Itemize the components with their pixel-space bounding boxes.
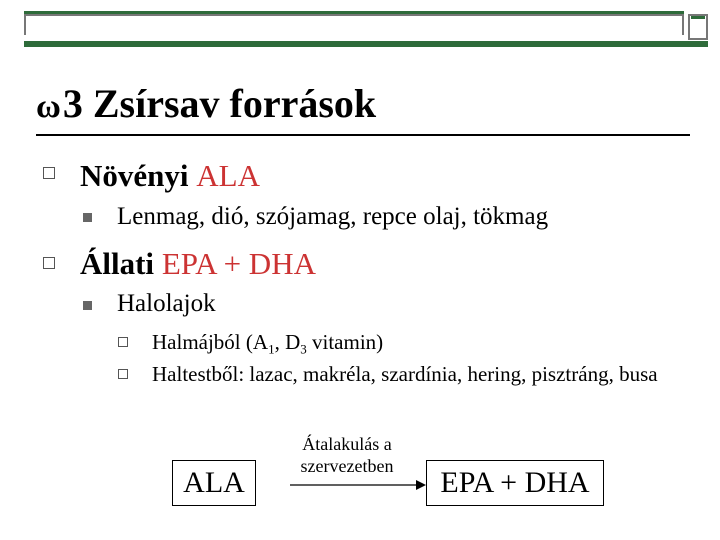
- liver-text-part: , D: [274, 330, 301, 354]
- epa-dha-box: EPA + DHA: [426, 460, 604, 506]
- slide-title: [36, 80, 376, 131]
- top-bar-end-box: [688, 14, 708, 40]
- right-arrow-icon: [290, 478, 426, 492]
- conversion-label: Átalakulás a szervezetben: [300, 434, 394, 476]
- fish-oils-text: Halolajok: [117, 290, 216, 317]
- square-bullet-icon: [43, 167, 55, 179]
- bullet-animal: [80, 246, 316, 282]
- decorative-top-bar: [24, 11, 708, 35]
- fish-body-source-text: Haltestből: lazac, makréla, szardínia, hering, pisztráng, busa: [152, 362, 658, 386]
- liver-text-part: Halmájból (A: [152, 330, 269, 354]
- liver-source-text: [152, 330, 383, 355]
- bullet-plant-label: Növényi: [80, 158, 197, 193]
- bullet-animal-accent: EPA + DHA: [161, 246, 316, 281]
- bullet-animal-label: Állati: [80, 246, 162, 281]
- square-bullet-icon: [43, 257, 55, 269]
- filled-square-bullet-icon: [83, 301, 92, 310]
- bullet-plant: [80, 158, 260, 194]
- liver-text-part: vitamin): [306, 330, 384, 354]
- title-underline: [36, 134, 690, 136]
- small-square-bullet-icon: [118, 369, 128, 379]
- sources-plant-text: Lenmag, dió, szójamag, repce olaj, tökmag: [117, 203, 549, 230]
- subscript-1: 1: [268, 341, 275, 357]
- subscript-3: 3: [300, 341, 307, 357]
- top-bar-green-base: [24, 41, 708, 47]
- small-square-bullet-icon: [118, 337, 128, 347]
- ala-box: ALA: [172, 460, 256, 506]
- omega-symbol: ω: [36, 88, 61, 125]
- bullet-plant-accent: ALA: [196, 158, 260, 193]
- slide-title-text: 3 Zsírsav források: [62, 81, 377, 126]
- top-bar-frame: [24, 14, 684, 35]
- filled-square-bullet-icon: [83, 213, 92, 222]
